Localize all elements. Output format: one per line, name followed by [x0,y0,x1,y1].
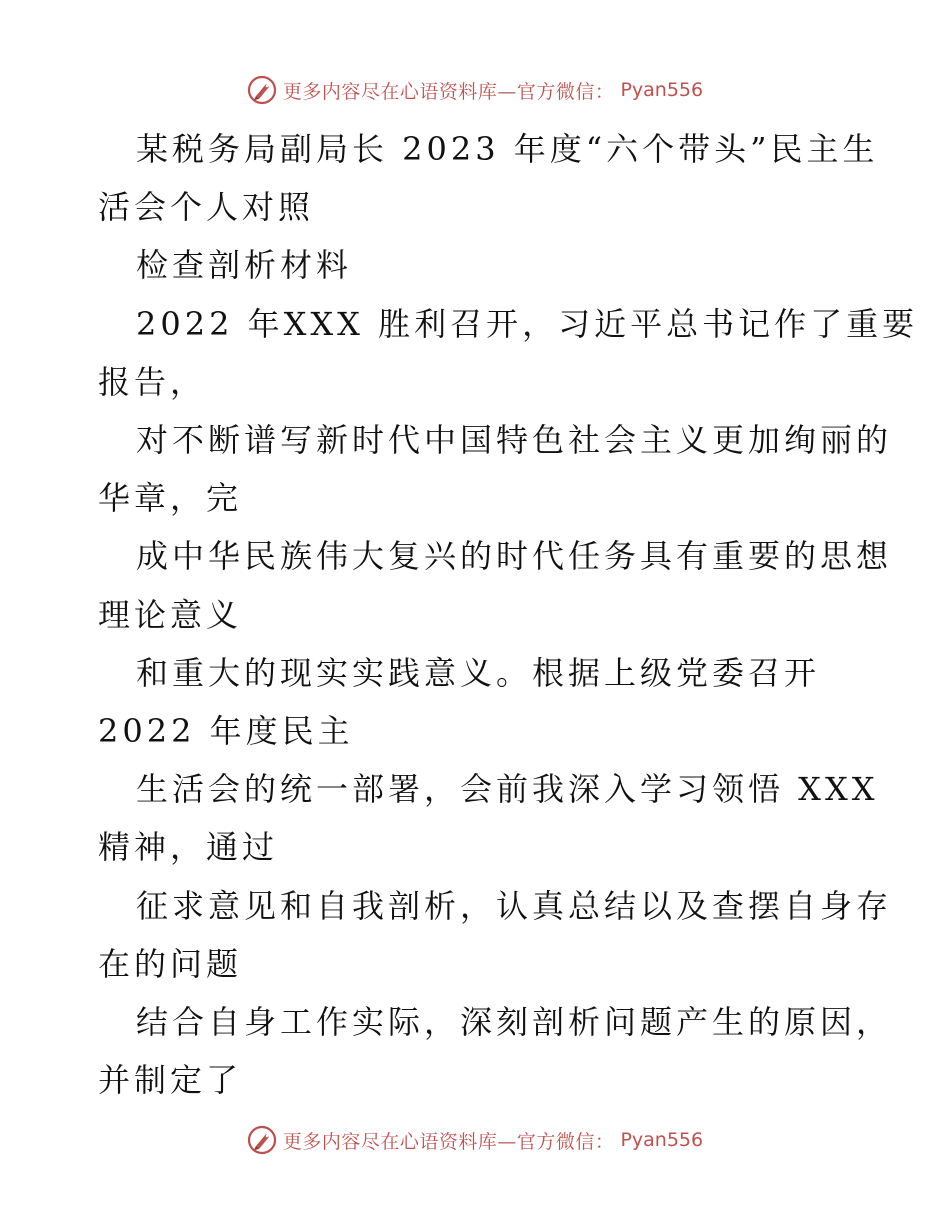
watermark-text: 更多内容尽在心语资料库—官方微信： [282,80,615,103]
document-line: 活会个人对照 [98,188,315,227]
document-line: 报告， [98,362,207,401]
document-line: 和重大的现实实践意义。根据上级党委召开 [136,653,821,692]
document-line: 理论意义 [98,595,243,634]
document-line: 对不断谱写新时代中国特色社会主义更加绚丽的 [136,421,893,459]
document-line: 并制定了 [98,1061,243,1100]
header-watermark [0,70,950,110]
document-line: 结合自身工作实际，深刻剖析问题产生的原因， [136,1003,893,1041]
footer-watermark [0,1120,950,1160]
watermark-text: 更多内容尽在心语资料库—官方微信： [282,1130,615,1153]
document-line: 征求意见和自我剖析，认真总结以及查摆自身存 [136,886,893,925]
document-line: 精神，通过 [98,828,279,867]
document-line: 在的问题 [98,944,243,983]
document-line: 成中华民族伟大复兴的时代任务具有重要的思想 [136,537,893,576]
document-line: 2022 年XXX 胜利召开，习近平总书记作了重要 [136,304,919,343]
pen-nib-logo-icon [247,1125,277,1155]
document-line: 某税务局副局长 2023 年度“六个带头”民主生 [136,130,879,168]
document-line: 2022 年度民主 [98,712,354,750]
watermark-wechat-id: Pyan556 [620,79,704,101]
watermark-wechat-id: Pyan556 [620,1129,704,1151]
document-line: 华章，完 [98,479,243,518]
document-line: 生活会的统一部署，会前我深入学习领悟 XXX [136,770,879,809]
document-line: 检查剖析材料 [136,246,353,285]
pen-nib-logo-icon [247,75,277,105]
